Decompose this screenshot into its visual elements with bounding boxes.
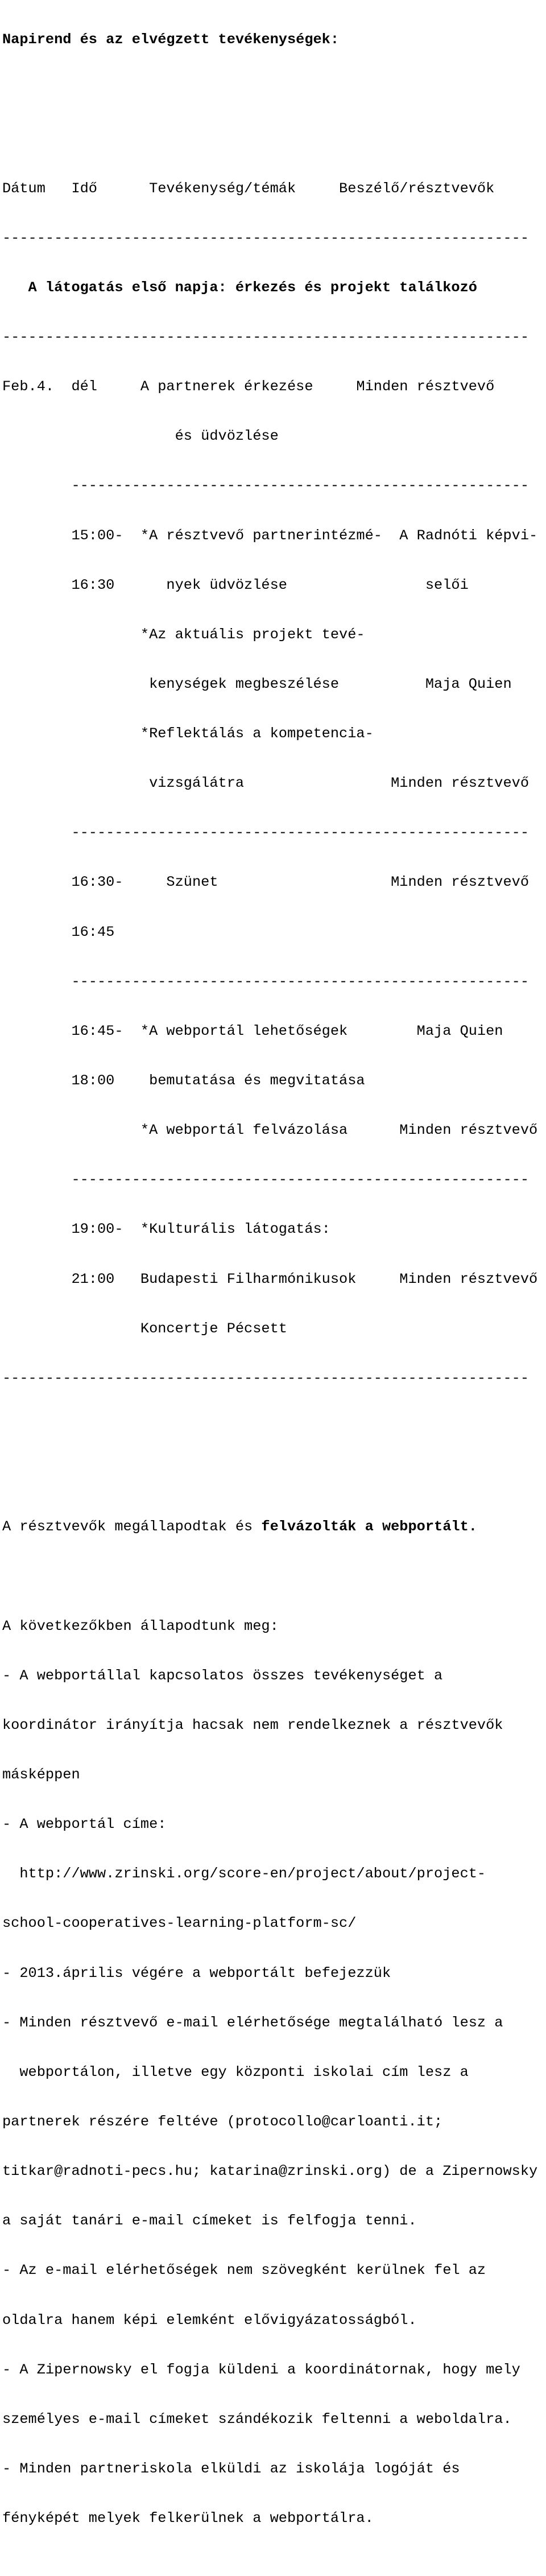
body-line: másképpen [2,1766,80,1784]
schedule-line: 16:30 nyek üdvözlése selői [2,576,469,593]
schedule-line: kenységek megbeszélése Maja Quien [2,675,512,692]
body-line: - 2013.április végére a webportált befejezzük [2,1964,391,1981]
body-line: - A webportállal kapcsolatos összes tevékenységet a [2,1667,443,1684]
schedule-table [2,97,546,1469]
email-addresses-line: titkar@radnoti-pecs.hu; katarina@zrinski.org) de a Zipernowsky [2,2163,538,2180]
schedule-line: Koncertje Pécsett [2,1320,287,1337]
body-line: a saját tanári e-mail címeket is felfogja tenni. [2,2212,417,2230]
schedule-line: 16:45 [2,923,115,940]
agreement-list [2,1585,546,2560]
schedule-line: 18:00 bemutatása és megvitatása [2,1072,365,1089]
schedule-divider: ------------------------------------------------------------- [2,328,530,345]
webportal-url-line: school-cooperatives-learning-platform-sc/ [2,1915,357,1932]
body-line: oldalra hanem képi elemként elővigyázatosságból. [2,2311,417,2329]
body-line: koordinátor irányítja hacsak nem rendelkeznek a résztvevők [2,1716,503,1733]
schedule-line: *Az aktuális projekt tevé- [2,626,365,643]
schedule-line: és üdvözlése [2,428,279,445]
schedule-line: 19:00- *Kulturális látogatás: [2,1221,330,1238]
day-header: A látogatás első napja: érkezés és projekt találkozó [2,279,477,296]
body-line: - Minden partneriskola elküldi az iskolája logóját és [2,2460,460,2477]
schedule-column-headers: Dátum Idő Tevékenység/témák Beszélő/résztvevők [2,180,495,197]
schedule-line [2,130,546,147]
schedule-divider: ----------------------------------------------------- [2,973,530,990]
agreement-emphasis: felvázolták a webportált. [261,1518,477,1535]
webportal-url-line: http://www.zrinski.org/score-en/project/about/project- [2,1865,486,1883]
schedule-line: 21:00 Budapesti Filharmónikusok Minden résztvevő [2,1270,538,1287]
body-line: webportálon, illetve egy központi iskolai cím lesz a [2,2063,469,2080]
body-line: - Az e-mail elérhetőségek nem szövegként kerülnek fel az [2,2262,486,2279]
body-line: A következőkben állapodtunk meg: [2,1617,279,1634]
schedule-divider: ------------------------------------------------------------- [2,1369,530,1386]
body-line: személyes e-mail címeket szándékozik feltenni a weboldalra. [2,2410,512,2428]
schedule-divider: ----------------------------------------------------- [2,477,530,494]
schedule-divider: ----------------------------------------------------- [2,824,530,841]
body-line: - A webportál címe: [2,1816,167,1833]
schedule-line: *Reflektálás a kompetencia- [2,725,374,742]
agreement-line [2,1518,546,1535]
schedule-divider: ------------------------------------------------------------- [2,229,530,246]
schedule-line: 16:45- *A webportál lehetőségek Maja Quien [2,1022,503,1039]
schedule-line: *A webportál felvázolása Minden résztvevő [2,1122,538,1139]
schedule-line: Feb.4. dél A partnerek érkezése Minden résztvevő [2,378,495,395]
schedule-line [2,1419,546,1436]
agreement-text: A résztvevők megállapodtak és [2,1518,262,1535]
page-heading: Napirend és az elvégzett tevékenységek: [2,31,340,48]
schedule-line: 15:00- *A résztvevő partnerintézmé- A Radnóti képvi- [2,527,538,544]
body-line: partnerek részére feltéve (protocollo@carloanti.it; [2,2113,443,2130]
document [2,0,546,2576]
schedule-line: 16:30- Szünet Minden résztvevő [2,874,530,891]
body-line: - A Zipernowsky el fogja küldeni a koordinátornak, hogy mely [2,2361,520,2378]
body-line: - Minden résztvevő e-mail elérhetősége megtalálható lesz a [2,2014,503,2031]
schedule-divider: ----------------------------------------------------- [2,1171,530,1188]
schedule-line: vizsgálátra Minden résztvevő [2,775,530,792]
body-line: fényképét melyek felkerülnek a webportálra. [2,2510,374,2527]
